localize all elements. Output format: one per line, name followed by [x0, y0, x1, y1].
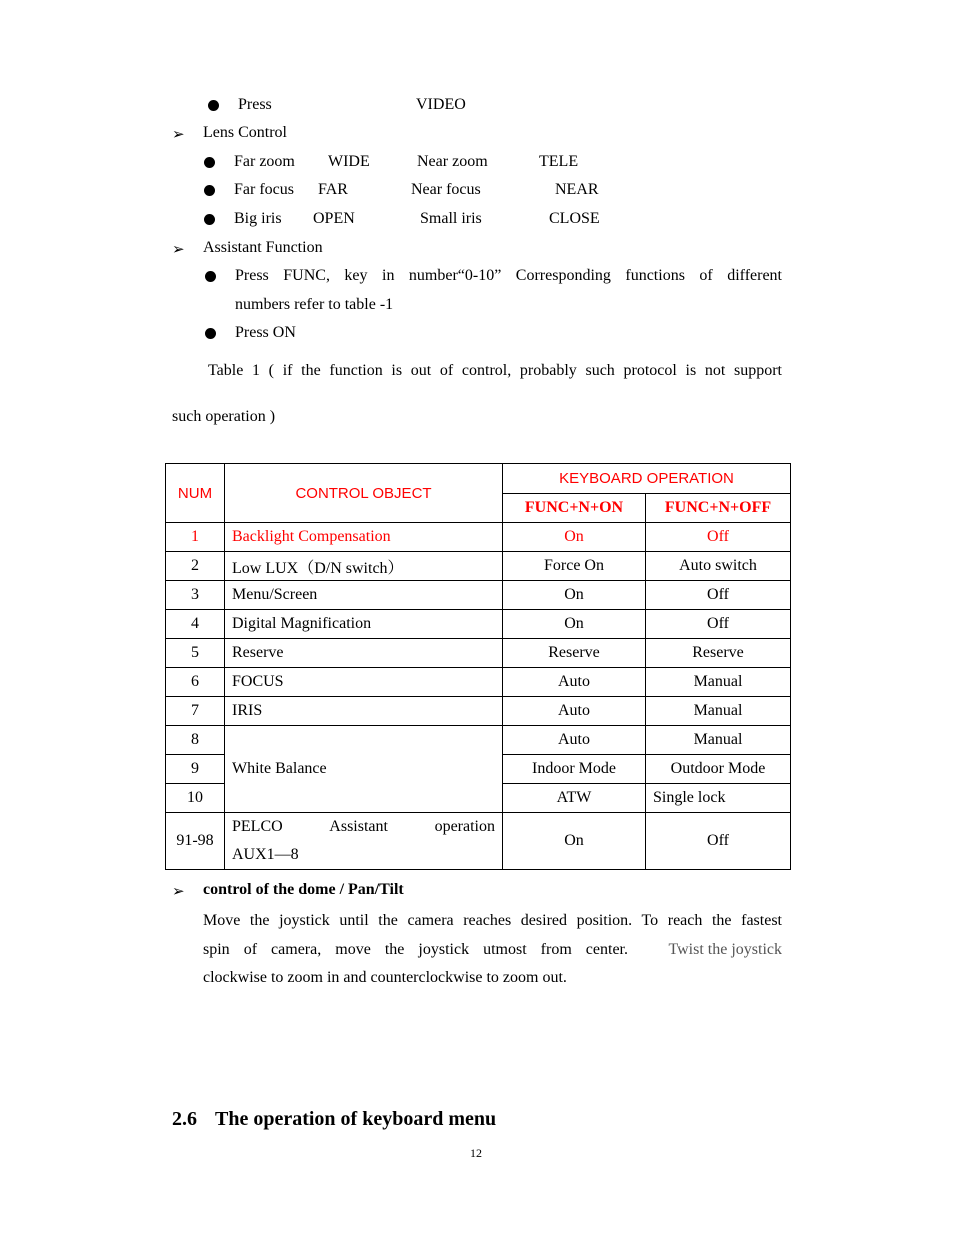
dome-text: Move the joystick until the camera reaches desired position. To reach the fastest — [203, 912, 782, 929]
dome-text: spin of camera, move the joystick utmost from center. — [203, 941, 628, 958]
cell-on: Auto — [503, 726, 646, 755]
table-row — [166, 697, 791, 726]
dome-text-muted: Twist the joystick — [668, 941, 782, 958]
table-row — [166, 581, 791, 610]
cell-num: 7 — [166, 697, 225, 726]
lens-item-key: WIDE — [328, 153, 370, 170]
bullet-icon — [205, 328, 216, 339]
cell-object: Reserve — [225, 639, 503, 668]
lens-item-label: Small iris — [420, 210, 482, 227]
header-func-on — [503, 494, 646, 523]
bullet-icon — [208, 100, 219, 111]
dome-heading: control of the dome / Pan/Tilt — [203, 881, 404, 898]
cell-on: ATW — [503, 784, 646, 813]
dome-text-line — [203, 941, 782, 959]
cell-num: 91-98 — [166, 813, 225, 870]
section-heading — [172, 1108, 496, 1131]
cell-on: Force On — [503, 552, 646, 581]
arrow-bullet-icon: ➢ — [172, 882, 185, 900]
cell-on: Auto — [503, 697, 646, 726]
cell-object: IRIS — [225, 697, 503, 726]
table-caption-cont: such operation ) — [172, 408, 276, 425]
cell-off: Manual — [646, 668, 791, 697]
lens-item-key: TELE — [539, 153, 579, 170]
cell-off: Reserve — [646, 639, 791, 668]
header-func-off — [646, 494, 791, 523]
cell-on: On — [503, 610, 646, 639]
cell-object: White Balance — [225, 726, 503, 813]
cell-on: On — [503, 581, 646, 610]
assistant-item-text: Press FUNC, key in number“0-10” Corresponding functions of different — [235, 267, 782, 284]
cell-num: 5 — [166, 639, 225, 668]
cell-on: On — [503, 813, 646, 870]
cell-num: 10 — [166, 784, 225, 813]
cell-off: Single lock — [646, 784, 791, 813]
cell-num: 3 — [166, 581, 225, 610]
pelco-word: PELCO — [232, 818, 283, 835]
cell-num: 4 — [166, 610, 225, 639]
page-number: 12 — [470, 1146, 482, 1160]
pelco-line2: AUX1—8 — [232, 846, 299, 863]
cell-object — [225, 813, 503, 870]
header-control-object: CONTROL OBJECT — [225, 464, 503, 523]
table-row — [166, 639, 791, 668]
cell-off: Off — [646, 523, 791, 552]
cell-on: Reserve — [503, 639, 646, 668]
bullet-icon — [204, 214, 215, 225]
header-func-off-suffix: OFF — [739, 499, 772, 516]
table-row — [166, 813, 791, 870]
cell-on: Auto — [503, 668, 646, 697]
lens-item-key: OPEN — [313, 210, 355, 227]
cell-num: 2 — [166, 552, 225, 581]
cell-num: 8 — [166, 726, 225, 755]
cell-off: Manual — [646, 697, 791, 726]
table-row — [166, 726, 791, 755]
table-row — [166, 610, 791, 639]
video-label: VIDEO — [416, 96, 466, 113]
cell-num: 9 — [166, 755, 225, 784]
cell-off: Off — [646, 610, 791, 639]
lens-item-label: Far zoom — [234, 153, 295, 170]
table-row — [166, 552, 791, 581]
lens-item-label: Big iris — [234, 210, 282, 227]
cell-object: FOCUS — [225, 668, 503, 697]
bullet-icon — [204, 157, 215, 168]
lens-item-key: NEAR — [555, 181, 599, 198]
cell-off: Off — [646, 813, 791, 870]
header-func-on-suffix: ON — [599, 499, 624, 516]
cell-object: Digital Magnification — [225, 610, 503, 639]
table-row — [166, 523, 791, 552]
cell-off: Outdoor Mode — [646, 755, 791, 784]
assistant-item-text: numbers refer to table -1 — [235, 296, 394, 313]
section-title: The operation of keyboard menu — [215, 1108, 497, 1130]
lens-item-key: CLOSE — [549, 210, 600, 227]
header-num: NUM — [166, 464, 225, 523]
table-caption: Table 1 ( if the function is out of control, probably such protocol is not support — [208, 362, 782, 379]
arrow-bullet-icon: ➢ — [172, 125, 185, 143]
section-number: 2.6 — [172, 1108, 197, 1130]
dome-text: clockwise to zoom in and counterclockwise to zoom out. — [203, 969, 567, 986]
lens-item-key: FAR — [318, 181, 348, 198]
assistant-item-text: Press ON — [235, 324, 296, 341]
bullet-icon — [205, 271, 216, 282]
keyboard-function-table — [165, 463, 791, 870]
cell-num: 6 — [166, 668, 225, 697]
lens-item-label: Near focus — [411, 181, 481, 198]
lens-item-label: Far focus — [234, 181, 294, 198]
cell-object: Low LUX（D/N switch） — [225, 552, 503, 581]
cell-off: Off — [646, 581, 791, 610]
bullet-icon — [204, 185, 215, 196]
cell-object: Menu/Screen — [225, 581, 503, 610]
lens-control-heading: Lens Control — [203, 124, 287, 141]
cell-on: Indoor Mode — [503, 755, 646, 784]
header-func-on-prefix: FUNC+N+ — [524, 499, 600, 516]
press-label: Press — [238, 96, 272, 113]
assistant-heading: Assistant Function — [203, 239, 323, 256]
cell-off: Manual — [646, 726, 791, 755]
table-row — [166, 668, 791, 697]
cell-object: Backlight Compensation — [225, 523, 503, 552]
header-func-off-prefix: FUNC+N+ — [664, 499, 740, 516]
pelco-word: Assistant — [329, 818, 388, 835]
pelco-word: operation — [434, 818, 495, 835]
lens-item-label: Near zoom — [417, 153, 488, 170]
header-keyboard-operation: KEYBOARD OPERATION — [503, 464, 791, 494]
cell-num: 1 — [166, 523, 225, 552]
cell-off: Auto switch — [646, 552, 791, 581]
arrow-bullet-icon: ➢ — [172, 240, 185, 258]
cell-on: On — [503, 523, 646, 552]
